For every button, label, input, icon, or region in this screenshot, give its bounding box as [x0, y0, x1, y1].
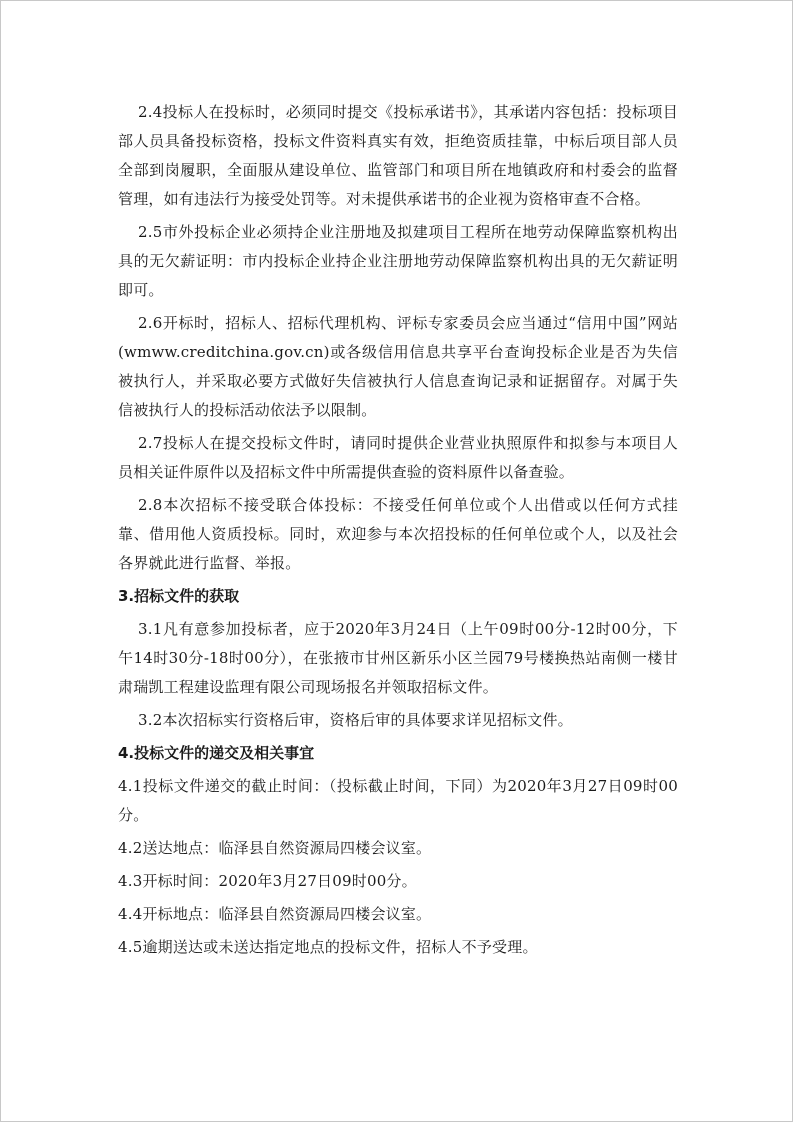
document-body [118, 98, 678, 966]
paragraph-4-3: 4.3开标时间：2020年3月27日09时00分。 [118, 872, 417, 890]
paragraph-2-8: 2.8本次招标不接受联合体投标：不接受任何单位或个人出借或以任何方式挂靠、借用他人资质投标。同时，欢迎参与本次招投标的任何单位或个人，以及社会各界就此进行监督、举报。 [118, 496, 678, 572]
paragraph-2-5: 2.5市外投标企业必须持企业注册地及拟建项目工程所在地劳动保障监察机构出具的无欠薪证明：市内投标企业持企业注册地劳动保障监察机构出具的无欠薪证明即可。 [118, 223, 678, 299]
paragraph-2-4: 2.4投标人在投标时，必须同时提交《投标承诺书》，其承诺内容包括：投标项目部人员具备投标资格，投标文件资料真实有效，拒绝资质挂靠，中标后项目部人员全部到岗履职，全面服从建设单位、监管部门和项目所在地镇政府和村委会的监督管理，如有违法行为接受处罚等。对未提供承诺书的企业视为资格审查不合格。 [118, 103, 678, 208]
section-heading-3: 3.招标文件的获取 [118, 587, 240, 605]
paragraph-2-6: 2.6开标时，招标人、招标代理机构、评标专家委员会应当通过“信用中国”网站(wmww.creditchina.gov.cn)或各级信用信息共享平台查询投标企业是否为失信被执行人，并采取必要方式做好失信被执行人信息查询记录和证据留存。对属于失信被执行人的投标活动依法予以限制。 [118, 314, 678, 419]
paragraph-4-2: 4.2送达地点：临泽县自然资源局四楼会议室。 [118, 839, 432, 857]
paragraph-4-5: 4.5逾期送达或未送达指定地点的投标文件，招标人不予受理。 [118, 938, 538, 956]
section-heading-4: 4.投标文件的递交及相关事宜 [118, 744, 315, 762]
paragraph-4-1: 4.1投标文件递交的截止时间：（投标截止时间，下同）为2020年3月27日09时00分。 [118, 777, 678, 824]
paragraph-3-2: 3.2本次招标实行资格后审，资格后审的具体要求详见招标文件。 [138, 711, 573, 729]
paragraph-2-7: 2.7投标人在提交投标文件时，请同时提供企业营业执照原件和拟参与本项目人员相关证件原件以及招标文件中所需提供查验的资料原件以备查验。 [118, 434, 678, 481]
paragraph-4-4: 4.4开标地点：临泽县自然资源局四楼会议室。 [118, 905, 432, 923]
paragraph-3-1: 3.1凡有意参加投标者，应于2020年3月24日（上午09时00分-12时00分，下午14时30分-18时00分），在张掖市甘州区新乐小区兰园79号楼换热站南侧一楼甘肃瑞凯工程建设监理有限公司现场报名并领取招标文件。 [118, 620, 678, 696]
